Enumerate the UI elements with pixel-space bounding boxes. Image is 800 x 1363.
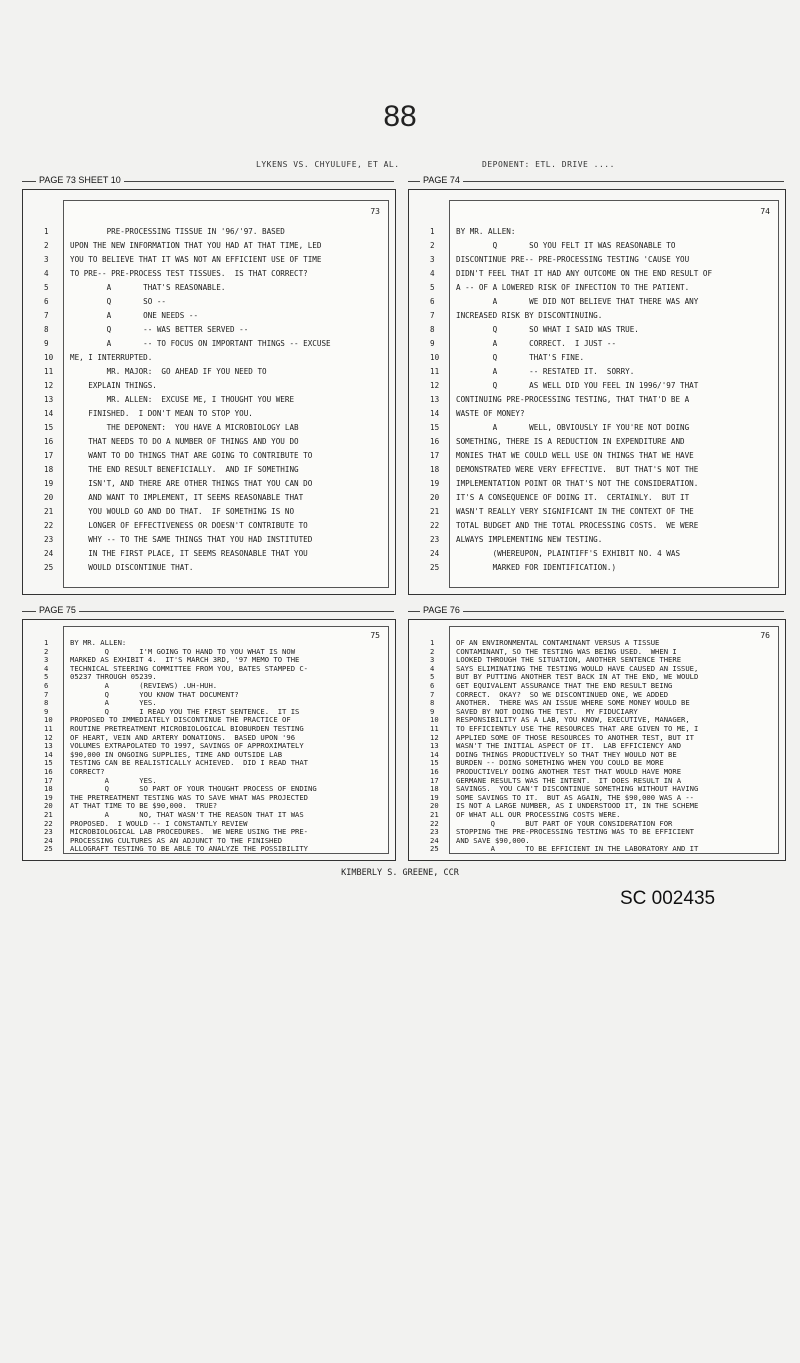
transcript-line: ISN'T, AND THERE ARE OTHER THINGS THAT YOU CAN DO	[70, 479, 313, 488]
line-number: 10	[430, 353, 440, 362]
line-number: 3	[44, 255, 49, 264]
line-number: 24	[430, 835, 439, 845]
line-number: 18	[44, 465, 54, 474]
transcript-line: BY MR. ALLEN:	[456, 227, 516, 236]
line-number: 6	[44, 297, 49, 306]
line-number: 13	[44, 395, 54, 404]
line-number: 16	[430, 767, 439, 776]
line-number: 2	[430, 646, 435, 656]
page-number: 75	[370, 631, 380, 640]
transcript-line: SAVED BY NOT DOING THE TEST. MY FIDUCIARY	[456, 707, 638, 716]
line-number: 6	[44, 681, 49, 690]
line-number: 21	[44, 507, 54, 516]
line-number: 17	[44, 775, 53, 785]
transcript-line: MONIES THAT WE COULD WELL USE ON THINGS THAT WE HAVE	[456, 451, 694, 460]
line-number: 4	[44, 269, 49, 278]
transcript-line: (WHEREUPON, PLAINTIFF'S EXHIBIT NO. 4 WAS	[456, 549, 681, 558]
line-number: 20	[44, 801, 53, 811]
line-number: 3	[430, 255, 435, 264]
line-number: 1	[44, 227, 49, 236]
transcript-line: GET EQUIVALENT ASSURANCE THAT THE END RESULT BEING	[456, 682, 673, 690]
transcript-line: Q SO YOU FELT IT WAS REASONABLE TO	[456, 241, 676, 250]
transcript-line: UPON THE NEW INFORMATION THAT YOU HAD AT THAT TIME, LED	[70, 241, 322, 250]
line-number: 7	[430, 311, 435, 320]
transcript-line: Q THAT'S FINE.	[456, 353, 585, 362]
line-number: 8	[44, 325, 49, 334]
line-number: 7	[430, 689, 435, 699]
transcript-line: RESPONSIBILITY AS A LAB, YOU KNOW, EXECUTIVE, MANAGER,	[456, 716, 690, 725]
page-label-76: PAGE 76	[420, 605, 463, 615]
transcript-line: CORRECT. OKAY? SO WE DISCONTINUED ONE, WE ADDED	[456, 690, 669, 699]
transcript-line: FINISHED. I DON'T MEAN TO STOP YOU.	[70, 409, 253, 418]
rule-top-right	[408, 181, 784, 182]
transcript-line: ROUTINE PRETREATMENT MICROBIOLOGICAL BIOBURDEN TESTING	[70, 725, 304, 733]
line-number: 24	[44, 835, 53, 845]
transcript-line: AND WANT TO IMPLEMENT, IT SEEMS REASONABLE THAT	[70, 493, 304, 502]
transcript-line: PRODUCTIVELY DOING ANOTHER TEST THAT WOULD HAVE MORE	[456, 768, 682, 776]
transcript-page-76	[408, 619, 786, 861]
transcript-page-75	[22, 619, 396, 861]
line-number: 2	[44, 241, 49, 250]
transcript-line: SOME SAVINGS TO IT. BUT AS AGAIN, THE $90,000 WAS A --	[456, 793, 694, 802]
transcript-line: A -- OF A LOWERED RISK OF INFECTION TO THE PATIENT.	[456, 283, 690, 292]
page-number: 76	[760, 631, 770, 640]
transcript-line: ALWAYS IMPLEMENTING NEW TESTING.	[456, 535, 603, 544]
transcript-line: WASTE OF MONEY?	[456, 409, 525, 418]
transcript-line: $90,000 IN ONGOING SUPPLIES, TIME AND OUTSIDE LAB	[70, 750, 283, 759]
transcript-line: PROPOSED. I WOULD -- I CONSTANTLY REVIEW	[70, 819, 248, 828]
line-number: 15	[44, 423, 54, 432]
transcript-line: WANT TO DO THINGS THAT ARE GOING TO CONTRIBUTE TO	[70, 451, 313, 460]
transcript-line: Q SO WHAT I SAID WAS TRUE.	[456, 325, 639, 334]
transcript-line: YOU TO BELIEVE THAT IT WAS NOT AN EFFICIENT USE OF TIME	[70, 255, 322, 264]
transcript-line: DIDN'T FEEL THAT IT HAD ANY OUTCOME ON THE END RESULT OF	[456, 269, 713, 278]
line-number: 5	[430, 672, 435, 682]
line-number: 2	[430, 241, 435, 250]
transcript-line: A -- RESTATED IT. SORRY.	[456, 367, 635, 376]
line-number: 16	[44, 437, 54, 446]
page-number: 74	[760, 207, 770, 216]
line-number: 10	[44, 715, 53, 725]
line-number: 1	[430, 638, 435, 647]
line-number: 14	[44, 749, 53, 759]
transcript-line: Q I READ YOU THE FIRST SENTENCE. IT IS	[70, 707, 300, 716]
transcript-line: MARKED FOR IDENTIFICATION.)	[456, 563, 617, 572]
transcript-line: SOMETHING, THERE IS A REDUCTION IN EXPENDITURE AND	[456, 437, 685, 446]
bates-number: SC 002435	[620, 888, 716, 909]
line-number: 20	[430, 493, 440, 502]
transcript-line: A YES.	[70, 699, 157, 708]
transcript-line: A TO BE EFFICIENT IN THE LABORATORY AND IT	[456, 845, 699, 854]
rule-bottom-right	[408, 611, 784, 612]
line-number: 9	[44, 706, 49, 716]
line-number: 12	[430, 381, 440, 390]
line-number: 25	[430, 844, 439, 854]
transcript-line: ME, I INTERRUPTED.	[70, 353, 153, 362]
transcript-line: Q SO --	[70, 297, 167, 306]
line-number: 23	[430, 535, 440, 544]
transcript-line: AT THAT TIME TO BE $90,000. TRUE?	[70, 802, 218, 811]
case-caption-right: DEPONENT: ETL. DRIVE ....	[482, 160, 615, 169]
line-number: 23	[430, 827, 439, 837]
transcript-line: Q I'M GOING TO HAND TO YOU WHAT IS NOW	[70, 647, 296, 656]
transcript-line: THE DEPONENT: YOU HAVE A MICROBIOLOGY LAB	[70, 423, 299, 432]
transcript-line: THAT NEEDS TO DO A NUMBER OF THINGS AND YOU DO	[70, 437, 299, 446]
line-number: 22	[430, 818, 439, 828]
transcript-page-73	[22, 189, 396, 595]
transcript-line: Q YOU KNOW THAT DOCUMENT?	[70, 690, 239, 699]
transcript-line: WHY -- TO THE SAME THINGS THAT YOU HAD INSTITUTED	[70, 535, 313, 544]
transcript-line: WASN'T THE INITIAL ASPECT OF IT. LAB EFFICIENCY AND	[456, 742, 682, 751]
line-number: 19	[430, 792, 439, 802]
case-caption-left: LYKENS VS. CHYULUFE, ET AL.	[256, 160, 400, 169]
line-number: 19	[430, 479, 440, 488]
line-number: 18	[430, 784, 439, 794]
transcript-line: MR. MAJOR: GO AHEAD IF YOU NEED TO	[70, 367, 267, 376]
top-page-number: 88	[383, 100, 417, 133]
transcript-line: A THAT'S REASONABLE.	[70, 283, 226, 292]
line-number: 1	[44, 638, 49, 647]
line-number: 16	[44, 767, 53, 776]
transcript-line: APPLIED SOME OF THOSE RESOURCES TO ANOTHER TEST, BUT IT	[456, 733, 694, 742]
transcript-line: MR. ALLEN: EXCUSE ME, I THOUGHT YOU WERE	[70, 395, 295, 404]
line-number: 4	[430, 663, 435, 673]
line-number: 21	[430, 507, 440, 516]
transcript-line: A WELL, OBVIOUSLY IF YOU'RE NOT DOING	[456, 423, 690, 432]
line-number: 11	[44, 367, 54, 376]
transcript-line: LOOKED THROUGH THE SITUATION, ANOTHER SENTENCE THERE	[456, 656, 682, 665]
line-number: 3	[430, 655, 435, 665]
transcript-line: THE END RESULT BENEFICIALLY. AND IF SOMETHING	[70, 465, 299, 474]
court-reporter: KIMBERLY S. GREENE, CCR	[341, 868, 459, 878]
line-number: 23	[44, 827, 53, 837]
line-number: 15	[430, 758, 439, 768]
line-number: 17	[44, 451, 54, 460]
transcript-line: ALLOGRAFT TESTING TO BE ABLE TO ANALYZE THE POSSIBILITY	[70, 845, 308, 854]
line-number: 6	[430, 681, 435, 690]
transcript-line: PROCESSING CULTURES AS AN ADJUNCT TO THE FINISHED	[70, 836, 283, 845]
line-number: 9	[430, 339, 435, 348]
transcript-line: BY MR. ALLEN:	[70, 639, 127, 647]
transcript-line: WOULD DISCONTINUE THAT.	[70, 563, 194, 572]
line-number: 24	[44, 549, 54, 558]
transcript-line: BUT BY PUTTING ANOTHER TEST BACK IN AT THE END, WE WOULD	[456, 673, 699, 682]
transcript-line: WASN'T REALLY VERY SIGNIFICANT IN THE CONTEXT OF THE	[456, 507, 694, 516]
line-number: 2	[44, 646, 49, 656]
line-number: 12	[430, 732, 439, 742]
line-number: 23	[44, 535, 54, 544]
transcript-line: A YES.	[70, 776, 157, 785]
line-number: 8	[430, 698, 435, 708]
transcript-line: IMPLEMENTATION POINT OR THAT'S NOT THE CONSIDERATION.	[456, 479, 699, 488]
transcript-line: OF WHAT ALL OUR PROCESSING COSTS WERE.	[456, 811, 621, 819]
transcript-line: GERMANE RESULTS WAS THE INTENT. IT DOES RESULT IN A	[456, 776, 682, 785]
page-label-74: PAGE 74	[420, 175, 463, 185]
line-number: 9	[44, 339, 49, 348]
line-number: 7	[44, 689, 49, 699]
line-number: 25	[44, 844, 53, 854]
line-number: 10	[44, 353, 54, 362]
transcript-line: TESTING CAN BE REALISTICALLY ACHIEVED. DID I READ THAT	[70, 759, 308, 768]
transcript-line: OF AN ENVIRONMENTAL CONTAMINANT VERSUS A TISSUE	[456, 639, 660, 647]
transcript-line: SAYS ELIMINATING THE TESTING WOULD HAVE CAUSED AN ISSUE,	[456, 664, 699, 673]
line-number: 22	[44, 818, 53, 828]
line-number: 11	[44, 724, 53, 733]
transcript-line: MICROBIOLOGICAL LAB PROCEDURES. WE WERE USING THE PRE-	[70, 828, 308, 837]
line-number: 13	[430, 741, 439, 751]
line-number: 16	[430, 437, 440, 446]
transcript-line: THE PRETREATMENT TESTING WAS TO SAVE WHAT WAS PROJECTED	[70, 793, 308, 802]
line-number: 14	[430, 749, 439, 759]
transcript-line: MARKED AS EXHIBIT 4. IT'S MARCH 3RD, '97 MEMO TO THE	[70, 656, 300, 665]
line-number: 5	[44, 283, 49, 292]
transcript-line: YOU WOULD GO AND DO THAT. IF SOMETHING IS NO	[70, 507, 295, 516]
transcript-line: A (REVIEWS) .UH-HUH.	[70, 682, 218, 690]
line-number: 5	[44, 672, 49, 682]
line-number: 19	[44, 479, 54, 488]
line-number: 6	[430, 297, 435, 306]
line-number: 17	[430, 451, 440, 460]
line-number: 21	[44, 810, 53, 819]
transcript-line: SAVINGS. YOU CAN'T DISCONTINUE SOMETHING WITHOUT HAVING	[456, 785, 699, 794]
transcript-line: BURDEN -- DOING SOMETHING WHEN YOU COULD BE MORE	[456, 759, 664, 768]
transcript-line: STOPPING THE PRE-PROCESSING TESTING WAS TO BE EFFICIENT	[456, 828, 694, 837]
transcript-line: TECHNICAL STEERING COMMITTEE FROM YOU, BATES STAMPED C-	[70, 664, 308, 673]
transcript-line: CORRECT?	[70, 768, 105, 776]
line-number: 11	[430, 724, 439, 733]
line-number: 20	[430, 801, 439, 811]
transcript-line: IS NOT A LARGE NUMBER, AS I UNDERSTOOD IT, IN THE SCHEME	[456, 802, 699, 811]
transcript-line: A CORRECT. I JUST --	[456, 339, 617, 348]
line-number: 11	[430, 367, 440, 376]
line-number: 22	[44, 521, 54, 530]
transcript-line: CONTINUING PRE-PROCESSING TESTING, THAT THAT'D BE A	[456, 395, 690, 404]
page-label-73: PAGE 73 SHEET 10	[36, 175, 124, 185]
transcript-line: A NO, THAT WASN'T THE REASON THAT IT WAS	[70, 811, 304, 819]
transcript-line: A -- TO FOCUS ON IMPORTANT THINGS -- EXCUSE	[70, 339, 331, 348]
line-number: 25	[430, 563, 440, 572]
line-number: 8	[44, 698, 49, 708]
transcript-line: INCREASED RISK BY DISCONTINUING.	[456, 311, 603, 320]
transcript-line: VOLUMES EXTRAPOLATED TO 1997, SAVINGS OF APPROXIMATELY	[70, 742, 304, 751]
line-number: 17	[430, 775, 439, 785]
transcript-line: 05237 THROUGH 05239.	[70, 673, 157, 682]
page-number: 73	[370, 207, 380, 216]
transcript-line: Q -- WAS BETTER SERVED --	[70, 325, 249, 334]
line-number: 1	[430, 227, 435, 236]
transcript-line: Q AS WELL DID YOU FEEL IN 1996/'97 THAT	[456, 381, 699, 390]
transcript-line: PRE-PROCESSING TISSUE IN '96/'97. BASED	[70, 227, 285, 236]
line-number: 5	[430, 283, 435, 292]
line-number: 12	[44, 381, 54, 390]
line-number: 15	[430, 423, 440, 432]
line-number: 4	[44, 663, 49, 673]
line-number: 19	[44, 792, 53, 802]
transcript-line: Q SO PART OF YOUR THOUGHT PROCESS OF ENDING	[70, 785, 317, 794]
transcript-line: A ONE NEEDS --	[70, 311, 199, 320]
line-number: 8	[430, 325, 435, 334]
line-number: 20	[44, 493, 54, 502]
transcript-page-74	[408, 189, 786, 595]
line-number: 15	[44, 758, 53, 768]
transcript-line: ANOTHER. THERE WAS AN ISSUE WHERE SOME MONEY WOULD BE	[456, 699, 690, 708]
transcript-line: TO EFFICIENTLY USE THE RESOURCES THAT ARE GIVEN TO ME, I	[456, 725, 699, 733]
transcript-line: CONTAMINANT, SO THE TESTING WAS BEING USED. WHEN I	[456, 647, 677, 656]
line-number: 14	[430, 409, 440, 418]
transcript-line: TO PRE-- PRE-PROCESS TEST TISSUES. IS THAT CORRECT?	[70, 269, 308, 278]
line-number: 18	[430, 465, 440, 474]
transcript-line: DOING THINGS PRODUCTIVELY SO THAT THEY WOULD NOT BE	[456, 750, 677, 759]
transcript-line: AND SAVE $90,000.	[456, 836, 530, 845]
transcript-line: Q BUT PART OF YOUR CONSIDERATION FOR	[456, 819, 673, 828]
line-number: 10	[430, 715, 439, 725]
line-number: 22	[430, 521, 440, 530]
line-number: 13	[430, 395, 440, 404]
transcript-line: IN THE FIRST PLACE, IT SEEMS REASONABLE THAT YOU	[70, 549, 308, 558]
line-number: 18	[44, 784, 53, 794]
transcript-line: DISCONTINUE PRE-- PRE-PROCESSING TESTING 'CAUSE YOU	[456, 255, 690, 264]
transcript-line: IT'S A CONSEQUENCE OF DOING IT. CERTAINLY. BUT IT	[456, 493, 690, 502]
line-number: 25	[44, 563, 54, 572]
line-number: 12	[44, 732, 53, 742]
transcript-line: PROPOSED TO IMMEDIATELY DISCONTINUE THE PRACTICE OF	[70, 716, 291, 725]
line-number: 24	[430, 549, 440, 558]
transcript-line: A WE DID NOT BELIEVE THAT THERE WAS ANY	[456, 297, 699, 306]
transcript-line: TOTAL BUDGET AND THE TOTAL PROCESSING COSTS. WE WERE	[456, 521, 699, 530]
line-number: 9	[430, 706, 435, 716]
transcript-line: LONGER OF EFFECTIVENESS OR DOESN'T CONTRIBUTE TO	[70, 521, 308, 530]
transcript-line: EXPLAIN THINGS.	[70, 381, 157, 390]
line-number: 3	[44, 655, 49, 665]
page-label-75: PAGE 75	[36, 605, 79, 615]
transcript-line: OF HEART, VEIN AND ARTERY DONATIONS. BASED UPON '96	[70, 733, 296, 742]
line-number: 13	[44, 741, 53, 751]
line-number: 4	[430, 269, 435, 278]
line-number: 7	[44, 311, 49, 320]
transcript-line: DEMONSTRATED WERE VERY EFFECTIVE. BUT THAT'S NOT THE	[456, 465, 699, 474]
line-number: 21	[430, 810, 439, 819]
line-number: 14	[44, 409, 54, 418]
